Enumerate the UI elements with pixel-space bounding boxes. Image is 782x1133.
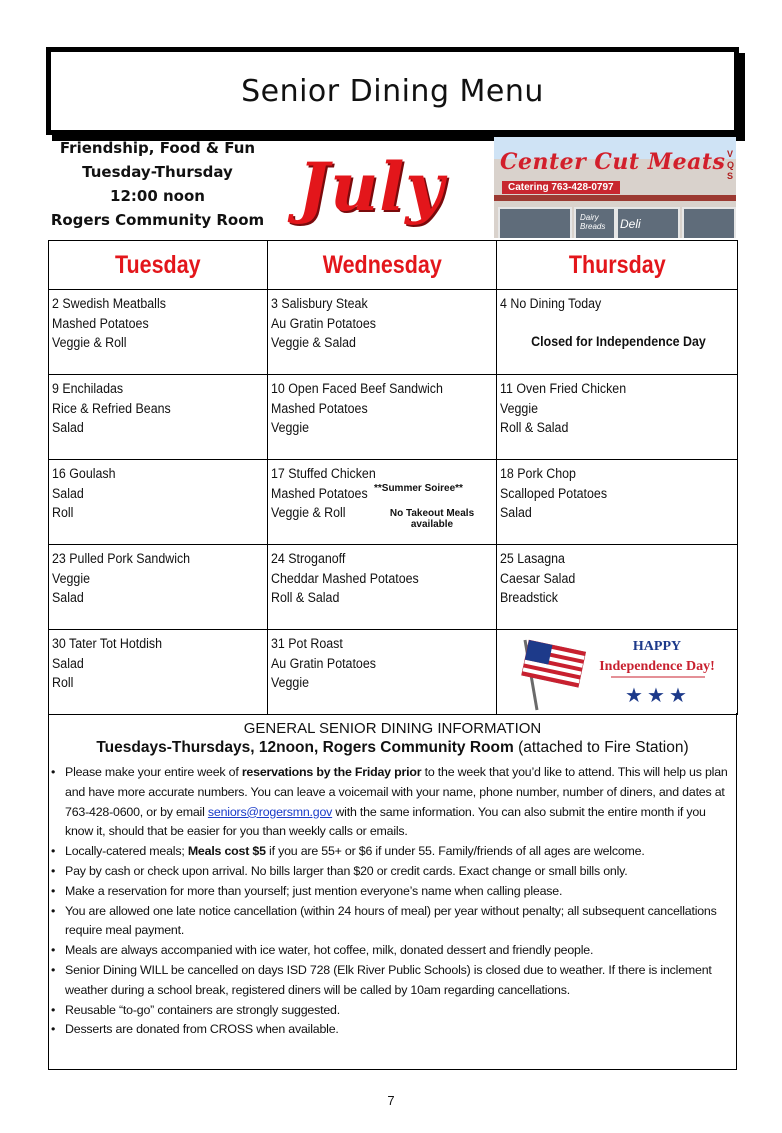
menu-line: Mashed Potatoes [271, 400, 368, 416]
menu-line: 24 Stroganoff [271, 551, 346, 566]
page-title: Senior Dining Menu [241, 73, 544, 109]
closed-note: Closed for Independence Day [531, 333, 706, 349]
menu-line: 17 Stuffed Chicken [271, 466, 376, 481]
menu-line: 3 Salisbury Steak [271, 296, 368, 311]
menu-line: Salad [500, 505, 532, 521]
day-header [268, 241, 497, 290]
info-bullet [64, 763, 732, 842]
menu-line: Salad [52, 420, 84, 436]
menu-line: Veggie & Salad [271, 335, 356, 351]
independence-day-graphic [515, 630, 735, 714]
bullet-text: with the same information. You can also submit the entire month if you know it, should that be easier for you than weekly calls or emails. [65, 804, 706, 839]
menu-line: 18 Pork Chop [500, 466, 576, 481]
menu-line: 10 Open Faced Beef Sandwich [271, 381, 443, 396]
day-cell [497, 460, 738, 545]
store-photo [494, 137, 736, 238]
menu-line: Cheddar Mashed Potatoes [271, 570, 419, 586]
info-bullet-list [49, 763, 736, 1040]
day-header [49, 241, 268, 290]
menu-line: Salad [52, 590, 84, 606]
info-block [50, 136, 265, 232]
week-row [49, 460, 738, 545]
menu-line: 30 Tater Tot Hotdish [52, 636, 163, 651]
info-bullet: • Reusable “to-go” containers are strongly suggested. [64, 1001, 732, 1021]
info-line: 12:00 noon [110, 187, 205, 205]
menu-line: 9 Enchiladas [52, 381, 124, 396]
subheading-bold: Tuesdays-Thursdays, 12noon, Rogers Community Room [96, 739, 514, 756]
day-header-label: Wednesday [322, 250, 442, 279]
info-line: Friendship, Food & Fun [59, 139, 256, 157]
bullet-text: to the week that you’d like to attend. This will help us plan and have more accurate numbers. You can leave a voicemail with your name, phone number, number of diners, and dates at 763-428-0600, or by email [65, 765, 728, 819]
bullet-emphasis: reservations by the Friday prior [241, 765, 422, 779]
menu-line: Salad [52, 655, 84, 671]
week-row [49, 545, 738, 630]
menu-line: Veggie [271, 420, 309, 436]
bullet-text: Locally-catered meals; [65, 844, 188, 859]
menu-line: Veggie & Roll [52, 335, 127, 351]
day-cell [49, 630, 268, 715]
day-cell [49, 290, 268, 375]
menu-line: 11 Oven Fried Chicken [500, 381, 627, 396]
menu-line: Veggie [271, 675, 309, 691]
day-cell [497, 375, 738, 460]
menu-line: Au Gratin Potatoes [271, 315, 376, 331]
day-header [497, 241, 738, 290]
info-bullet: • You are allowed one late notice cancellation (within 24 hours of meal) per year without penalty; all subsequent cancellations require meal payment. [64, 902, 732, 942]
week-row [49, 375, 738, 460]
page-number: 7 [387, 1093, 395, 1108]
day-cell [268, 375, 497, 460]
day-cell [49, 375, 268, 460]
store-edge-sign: V Q S [726, 149, 734, 181]
menu-line: Salad [52, 485, 84, 501]
info-bullet: • Pay by cash or check upon arrival. No bills larger than $20 or credit cards. Exact change or small bills only. [64, 862, 732, 882]
general-info-subheading [49, 739, 736, 757]
star-icon: ★ [669, 683, 687, 707]
day-cell [268, 460, 497, 545]
day-cell [49, 545, 268, 630]
month-title: July [298, 148, 445, 226]
event-note: **Summer Soiree** [374, 483, 463, 494]
menu-line: Rice & Refried Beans [52, 400, 171, 416]
menu-line: Roll & Salad [500, 420, 569, 436]
store-dairy-sign [580, 213, 605, 231]
menu-line: Mashed Potatoes [271, 485, 368, 501]
happy-text: HAPPY [632, 639, 682, 654]
info-bullet: • Make a reservation for more than yourself; just mention everyone’s name when calling please. [64, 882, 732, 902]
menu-line: Roll [52, 505, 74, 521]
general-info-heading: GENERAL SENIOR DINING INFORMATION [243, 720, 542, 737]
info-line: Rogers Community Room [50, 211, 265, 229]
store-window [682, 207, 736, 238]
star-icon: ★ [625, 683, 643, 707]
menu-line: Breadstick [500, 590, 558, 606]
store-awning [494, 195, 736, 201]
menu-line: 31 Pot Roast [271, 636, 343, 651]
day-header-label: Tuesday [115, 250, 201, 279]
takeout-note: No Takeout Meals available [389, 508, 475, 530]
menu-line: 2 Swedish Meatballs [52, 296, 166, 311]
store-sign: Center Cut Meats [500, 149, 726, 175]
bullet-emphasis: Meals cost $5 [187, 844, 266, 859]
store-window [498, 207, 572, 238]
day-cell [497, 290, 738, 375]
menu-line: Roll [52, 675, 74, 691]
bullet-text: if you are 55+ or $6 if under 55. Family/friends of all ages are welcome. [265, 844, 645, 859]
info-line: Tuesday-Thursday [82, 163, 233, 181]
menu-line: 16 Goulash [52, 466, 116, 481]
day-cell [497, 630, 738, 715]
email-link[interactable]: seniors@rogersmn.gov [207, 804, 333, 819]
menu-line: Mashed Potatoes [52, 315, 149, 331]
menu-line: Scalloped Potatoes [500, 485, 608, 501]
menu-line: Veggie & Roll [271, 505, 346, 521]
menu-calendar [48, 240, 738, 715]
day-cell [49, 460, 268, 545]
day-cell [268, 290, 497, 375]
info-bullet: • Meals are always accompanied with ice water, hot coffee, milk, donated dessert and friendly people. [64, 941, 732, 961]
store-dairy-text: Dairy [580, 213, 599, 222]
day-header-label: Thursday [568, 250, 666, 279]
day-cell [268, 630, 497, 715]
menu-line: 4 No Dining Today [500, 296, 602, 311]
day-cell [268, 545, 497, 630]
menu-line: Au Gratin Potatoes [271, 655, 376, 671]
independence-day-text: Independence Day! [599, 659, 715, 674]
day-cell [497, 545, 738, 630]
store-deli-sign: Deli [620, 217, 641, 231]
menu-line: Veggie [500, 400, 538, 416]
calendar-header-row [49, 241, 738, 290]
menu-line: Roll & Salad [271, 590, 340, 606]
subheading-rest: (attached to Fire Station) [513, 739, 689, 756]
general-info-section [48, 713, 737, 1070]
week-row [49, 630, 738, 715]
store-breads-text: Breads [580, 222, 606, 231]
info-bullet: • Senior Dining WILL be cancelled on days ISD 728 (Elk River Public Schools) is closed due to weather. If there is inclement weather during a school break, registered diners will be called by 10am regarding cancellations. [64, 961, 732, 1001]
info-bullet: • Desserts are donated from CROSS when available. [64, 1020, 732, 1040]
store-phone: Catering 763-428-0797 [502, 181, 620, 194]
week-row [49, 290, 738, 375]
info-bullet [64, 842, 732, 862]
title-box [46, 47, 739, 135]
menu-line: 23 Pulled Pork Sandwich [52, 551, 191, 566]
star-icon: ★ [647, 683, 665, 707]
menu-line: Veggie [52, 570, 90, 586]
bullet-text: Please make your entire week of [65, 765, 242, 779]
menu-line: 25 Lasagna [500, 551, 565, 566]
menu-line: Caesar Salad [500, 570, 576, 586]
